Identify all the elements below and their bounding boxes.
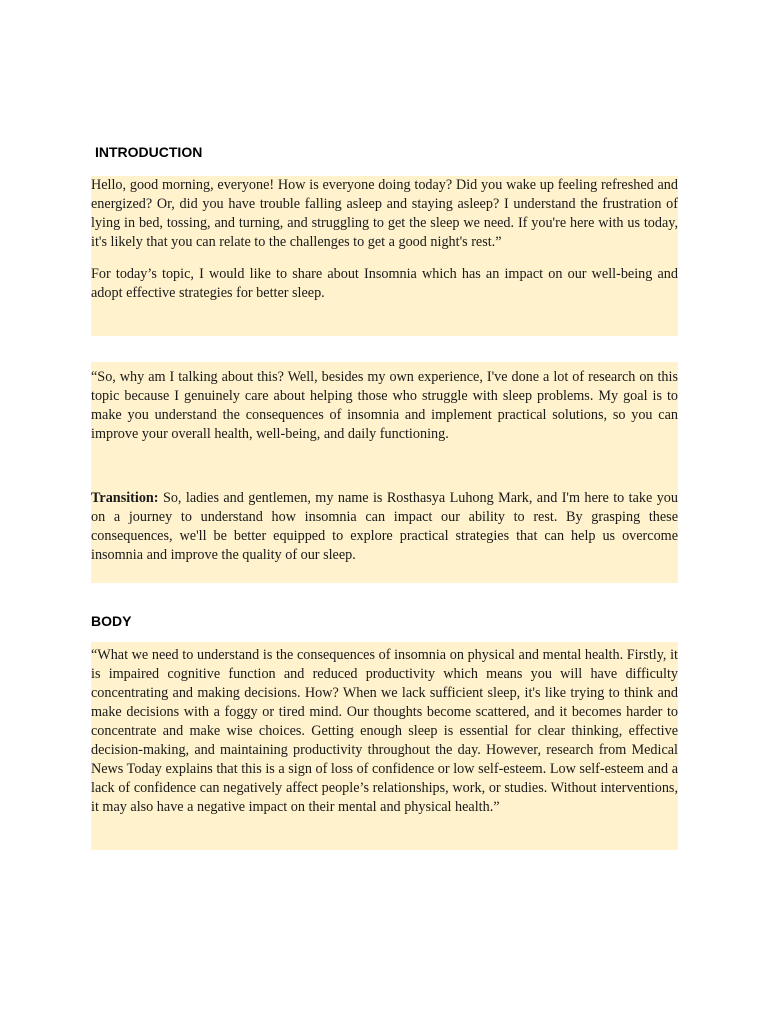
body-highlight-block bbox=[91, 642, 678, 850]
introduction-paragraph-topic: For today’s topic, I would like to share about Insomnia which has an impact on our well-being and adopt effective strategies for better sleep. bbox=[91, 266, 678, 301]
introduction-paragraph-greeting: Hello, good morning, everyone! How is everyone doing today? Did you wake up feeling refreshed and energized? Or, did you have trouble falling asleep and staying asleep? I understand the frustration of lying in bed, tossing, and turning, and struggling to get the sleep we need. If you're here with us today, it's likely that you can relate to the challenges to get a good night's rest.” bbox=[91, 177, 678, 250]
transition-text: So, ladies and gentlemen, my name is Rosthasya Luhong Mark, and I'm here to take you on a journey to understand how insomnia can impact our ability to rest. By grasping these consequences, we'll be better equipped to explore practical strategies that can help us overcome insomnia and improve the quality of our sleep. bbox=[91, 490, 678, 563]
body-paragraph-consequences: “What we need to understand is the consequences of insomnia on physical and mental health. Firstly, it is impaired cognitive function and reduced productivity which means you will have difficulty concentrating and making decisions. How? When we lack sufficient sleep, it's like trying to think and make decisions with a foggy or tired mind. Our thoughts become scattered, and it becomes harder to concentrate and make wise choices. Getting enough sleep is essential for clear thinking, effective decision-making, and maintaining productivity throughout the day. However, research from Medical News Today explains that this is a sign of loss of confidence or low self-esteem. Low self-esteem and a lack of confidence can negatively affect people’s relationships, work, or studies. Without interventions, it may also have a negative impact on their mental and physical health.” bbox=[91, 647, 678, 815]
introduction-heading: INTRODUCTION bbox=[95, 144, 203, 160]
body-heading: BODY bbox=[91, 613, 132, 629]
introduction-highlight-block bbox=[91, 176, 678, 336]
transition-paragraph bbox=[91, 489, 678, 565]
transition-label: Transition: bbox=[91, 490, 159, 506]
introduction-paragraph-motivation: “So, why am I talking about this? Well, besides my own experience, I've done a lot of research on this topic because I genuinely care about helping those who struggle with sleep problems. My goal is to make you understand the consequences of insomnia and implement practical solutions, so you can improve your overall health, well-being, and daily functioning. bbox=[91, 369, 678, 442]
motivation-highlight-block bbox=[91, 362, 678, 583]
